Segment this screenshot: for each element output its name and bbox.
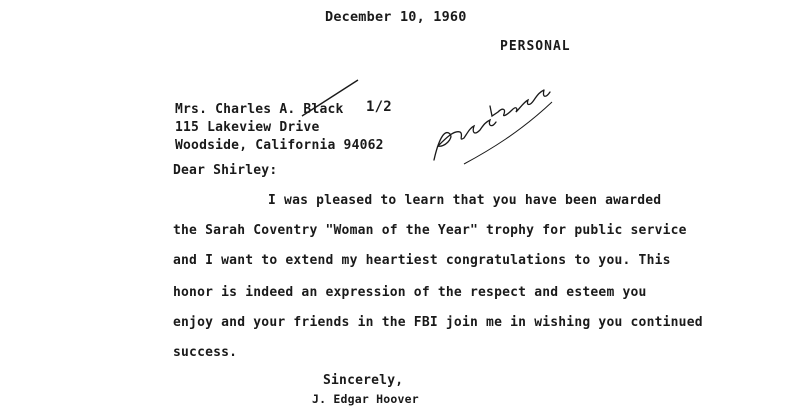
body-line: success. <box>173 345 238 360</box>
body-line: the Sarah Coventry "Woman of the Year" trophy for public service <box>173 223 687 238</box>
body-line: I was pleased to learn that you have been awarded <box>268 193 662 208</box>
body-line: enjoy and your friends in the FBI join me in wishing you continued <box>173 315 703 330</box>
handwritten-slash-mark <box>300 78 360 118</box>
body-line: and I want to extend my heartiest congratulations to you. This <box>173 253 671 268</box>
personal-marking: PERSONAL <box>500 39 571 54</box>
letter-date: December 10, 1960 <box>325 9 467 25</box>
handwritten-mark: 1/2 <box>366 99 392 115</box>
closing: Sincerely, <box>323 373 404 388</box>
salutation: Dear Shirley: <box>173 163 278 178</box>
recipient-street: 115 Lakeview Drive <box>175 120 320 135</box>
recipient-city: Woodside, California 94062 <box>175 138 384 153</box>
body-line: honor is indeed an expression of the respect and esteem you <box>173 285 647 300</box>
signer-name: J. Edgar Hoover <box>312 392 419 406</box>
recipient-name: Mrs. Charles A. Black <box>175 102 344 117</box>
handwritten-signature-shirley-temple <box>420 72 560 172</box>
